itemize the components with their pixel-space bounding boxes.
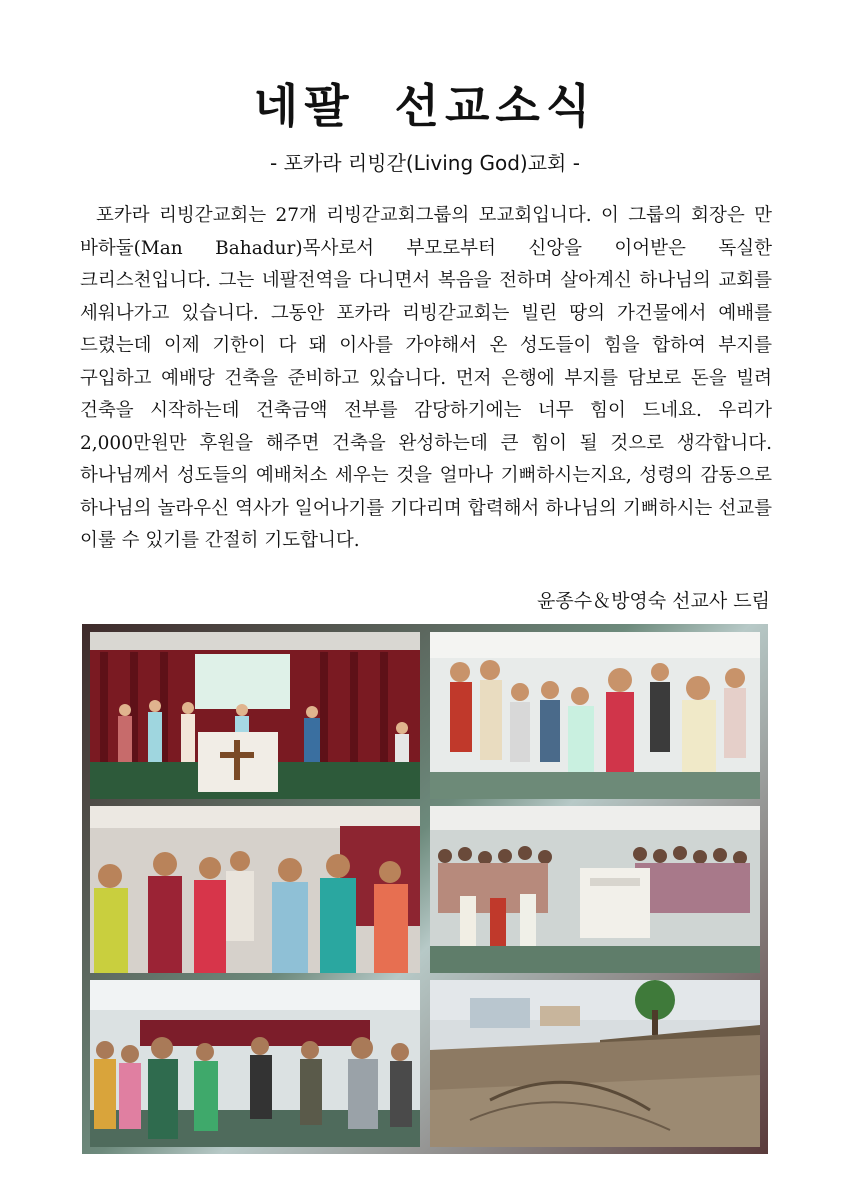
photo-collage	[82, 624, 768, 1154]
page-title: 네팔 선교소식	[253, 79, 597, 133]
page-subtitle: - 포카라 리빙갇(Living God)교회 -	[270, 151, 580, 175]
women-worshipping-photo	[90, 806, 420, 973]
worship-band-photo	[90, 632, 420, 799]
congregation-photo	[430, 806, 760, 973]
letter-body: 포카라 리빙갇교회는 27개 리빙갇교회그룹의 모교회입니다. 이 그룹의 회장은 만 바하둘(Man Bahadur)목사로서 부모로부터 신앙을 이어받은 독실한 크리스천입니다. 그는 네팔전역을 다니면서 복음을 전하며 살아계신 하나님의 교회를 세워나가고 있습니다. 그동안 포카라 리빙갇교회는 빌린 땅의 가건물에서 예배를 드렸는데 이제 기한이 다 돼 이사를 가야해서 온 성도들이 힘을 합하여 부지를 구입하고 예배당 건축을 준비하고 있습니다. 먼저 은행에 부지를 담보로 돈을 빌려 건축을 시작하는데 건축금액 전부를 감당하기에는 너무 힘이 드네요. 우리가 2,000만원만 후원을 해주면 건축을 완성하는데 큰 힘이 될 것으로 생각합니다. 하나님께서 성도들의 예배처소 세우는 것을 얼마나 기뻐하시는지요, 성령의 감동으로 하나님의 놀라우신 역사가 일어나기를 기다리며 합력해서 하나님의 기뻐하시는 선교를 이룰 수 있기를 간절히 기도합니다.	[80, 205, 772, 551]
land-site-photo	[430, 980, 760, 1147]
signature: 윤종수＆방영숙 선교사 드림	[537, 590, 770, 612]
children-praising-photo	[430, 632, 760, 799]
prayer-gathering-photo	[90, 980, 420, 1147]
